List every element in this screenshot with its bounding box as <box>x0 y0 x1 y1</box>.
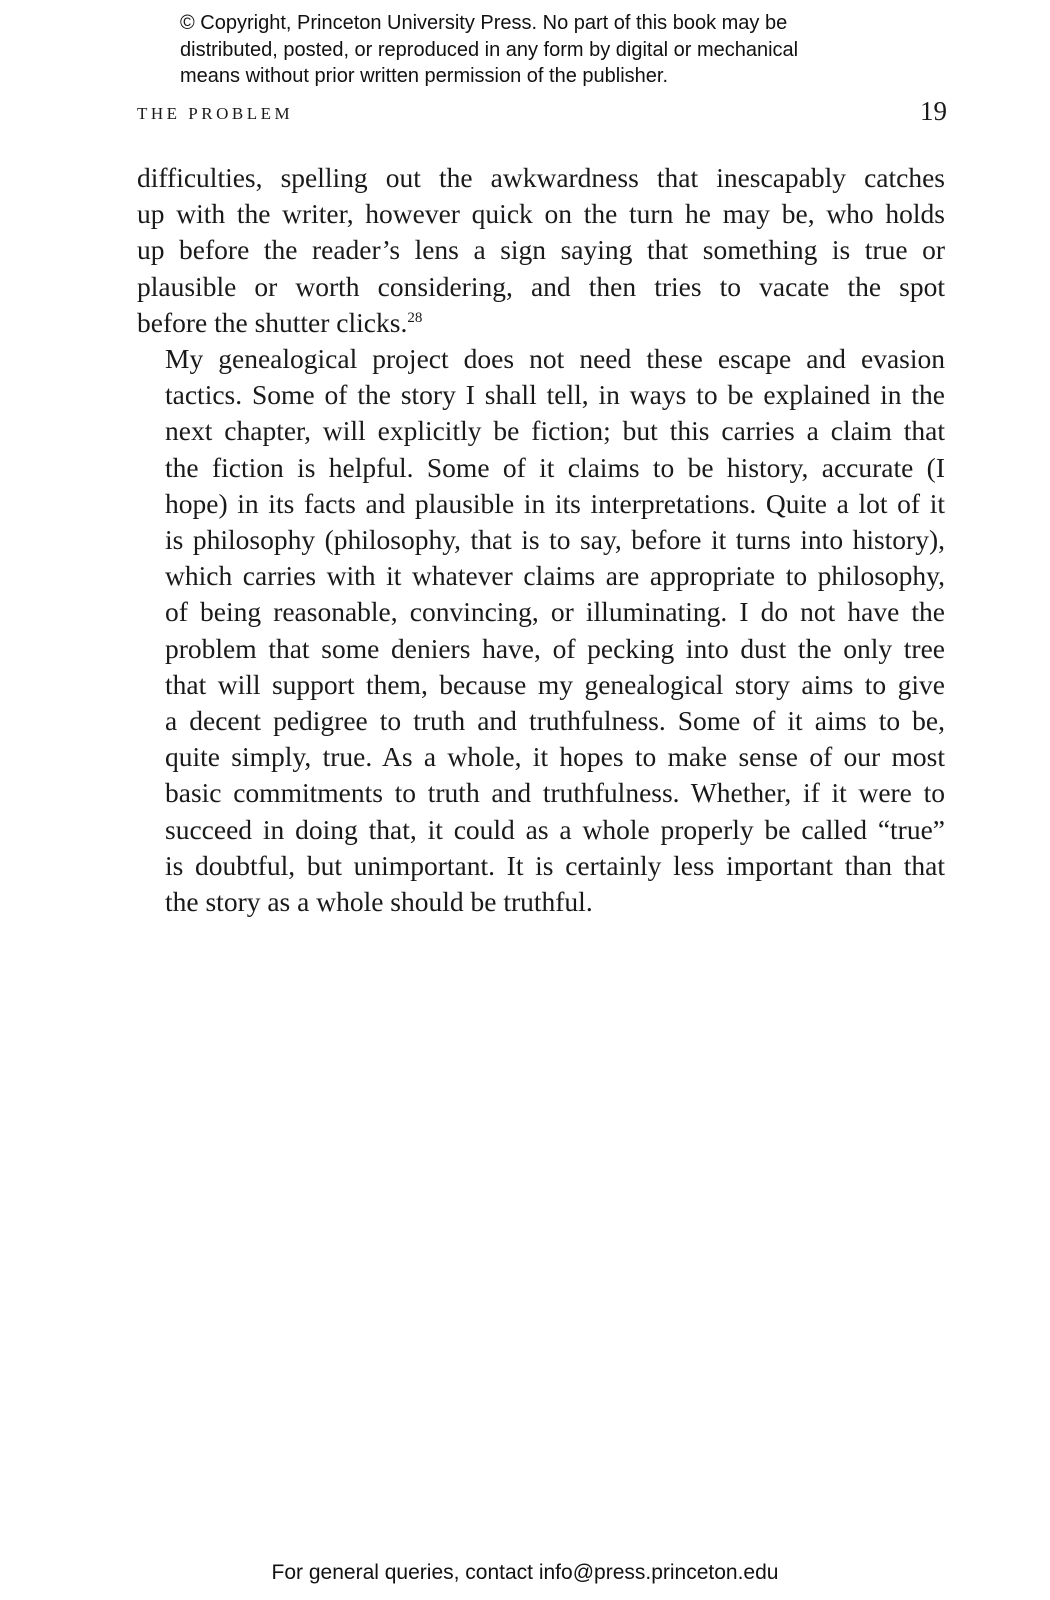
text-line: which carries with it whatever claims are appropriate to philosophy, <box>165 560 945 592</box>
copyright-notice <box>180 10 900 90</box>
text-line: My genealogical project does not need these escape and evasion <box>165 343 945 375</box>
text-line: up before the reader’s lens a sign saying that something is true or <box>137 234 945 266</box>
text-line: quite simply, true. As a whole, it hopes to make sense of our most <box>165 741 945 773</box>
text-line: next chapter, will explicitly be fiction; but this carries a claim that <box>165 415 945 447</box>
running-head: THE PROBLEM <box>137 104 294 123</box>
text-line: basic commitments to truth and truthfulness. Whether, if it were to <box>165 777 945 809</box>
text-line: the fiction is helpful. Some of it claims to be history, accurate (I <box>165 451 945 483</box>
text-line-last <box>137 305 945 341</box>
text-line: of being reasonable, convincing, or illuminating. I do not have the <box>165 596 945 628</box>
text-line: hope) in its facts and plausible in its interpretations. Quite a lot of it <box>165 487 945 519</box>
footer-contact: For general queries, contact info@press.princeton.edu <box>271 1561 779 1584</box>
copyright-line: © Copyright, Princeton University Press. No part of this book may be <box>180 12 788 34</box>
text-line: the story as a whole should be truthful. <box>165 886 593 918</box>
text-line: problem that some deniers have, of pecking into dust the only tree <box>165 632 945 664</box>
copyright-line: distributed, posted, or reproduced in any form by digital or mechanical <box>180 38 799 61</box>
copyright-line: means without prior written permission of the publisher. <box>180 65 669 87</box>
text-line: up with the writer, however quick on the turn he may be, who holds <box>137 198 945 230</box>
text-line: before the shutter clicks. <box>137 306 408 338</box>
text-line: difficulties, spelling out the awkwardness that inescapably catches <box>137 162 945 193</box>
text-line: tactics. Some of the story I shall tell, in ways to be explained in the <box>165 379 945 411</box>
text-line: succeed in doing that, it could as a whole properly be called “true” <box>165 813 945 845</box>
text-line: that will support them, because my genealogical story aims to give <box>165 668 945 700</box>
text-line: plausible or worth considering, and then tries to vacate the spot <box>137 270 945 302</box>
page-number: 19 <box>920 96 947 126</box>
text-line: is philosophy (philosophy, that is to say, before it turns into history), <box>165 524 945 556</box>
footnote-reference[interactable]: 28 <box>407 309 423 326</box>
body-text <box>137 160 945 920</box>
text-line: a decent pedigree to truth and truthfulness. Some of it aims to be, <box>165 705 945 737</box>
text-line: is doubtful, but unimportant. It is certainly less important than that <box>165 849 945 881</box>
paragraph-1 <box>137 160 945 341</box>
paragraph-2 <box>137 341 945 920</box>
